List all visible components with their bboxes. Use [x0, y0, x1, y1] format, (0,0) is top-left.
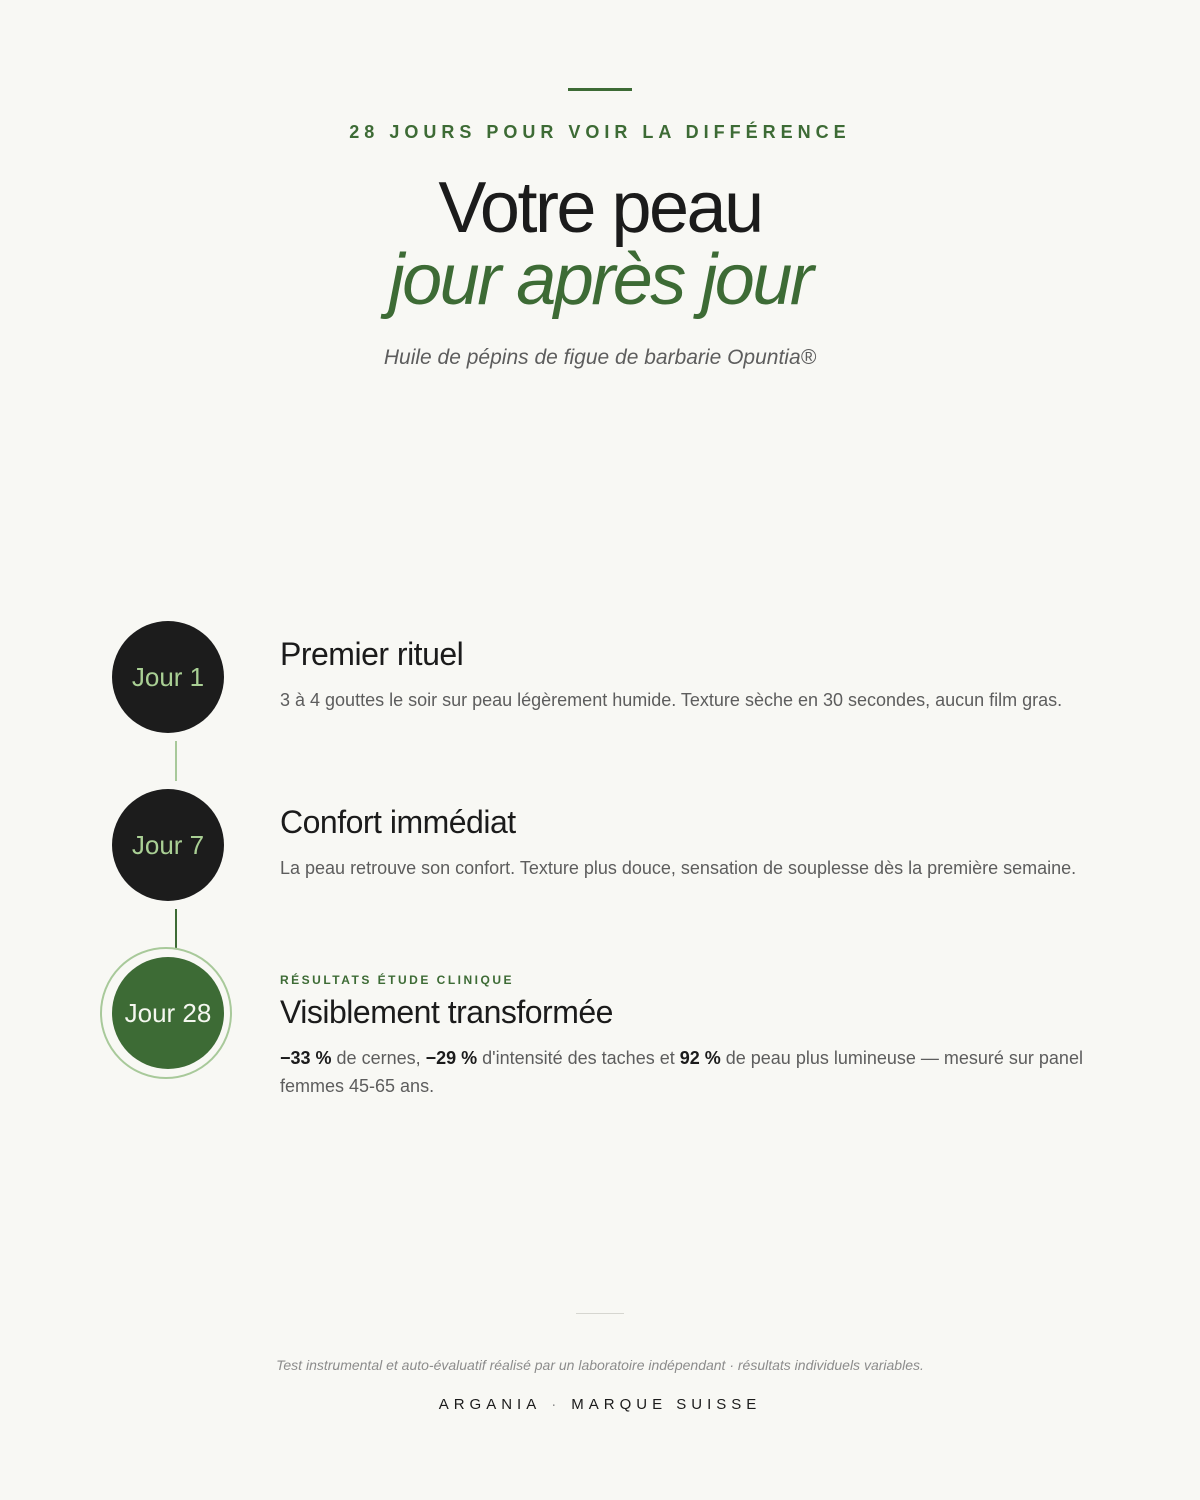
day-badge: [112, 621, 224, 733]
step-description: 3 à 4 gouttes le soir sur peau légèrement humide. Texture sèche en 30 secondes, aucun film gras.: [280, 690, 1063, 710]
day-badge-label: Jour 28: [124, 997, 212, 1028]
stat-dark-circles: −33 %: [280, 1048, 332, 1068]
stat-text: de peau plus lumineuse — mesuré sur panel femmes 45-65 ans.: [280, 1048, 1083, 1096]
footer-brand-line: [0, 1396, 1200, 1413]
clinical-results-eyebrow: RÉSULTATS ÉTUDE CLINIQUE: [280, 973, 514, 987]
step-title: Premier rituel: [280, 636, 464, 672]
day-badge-label: Jour 7: [131, 829, 205, 860]
stat-text: de cernes,: [331, 1048, 426, 1068]
footer-rule: [576, 1313, 624, 1314]
step-description: La peau retrouve son confort. Texture plus douce, sensation de souplesse dès la première semaine.: [280, 858, 1077, 878]
brand-name: ARGANIA: [438, 1396, 542, 1413]
hero-title-line1: Votre peau: [438, 168, 762, 248]
brand-tagline: MARQUE SUISSE: [571, 1396, 762, 1413]
day-badge-label: Jour 1: [131, 661, 205, 692]
step-title: Confort immédiat: [280, 804, 516, 840]
timeline-connector: [175, 741, 177, 781]
hero-rule: [568, 88, 632, 91]
brand-separator: ·: [551, 1396, 562, 1413]
stat-spots: −29 %: [425, 1048, 478, 1068]
stat-text: d'intensité des taches et: [477, 1048, 680, 1068]
day-badge: [112, 957, 224, 1069]
stat-radiance: 92 %: [679, 1048, 721, 1068]
hero-title-line2: jour après jour: [388, 240, 812, 320]
day-badge: [112, 789, 224, 901]
hero-subtitle: Huile de pépins de figue de barbarie Opuntia®: [383, 346, 817, 369]
timeline-connector: [175, 909, 177, 949]
hero-eyebrow: 28 JOURS POUR VOIR LA DIFFÉRENCE: [349, 122, 851, 142]
footer-disclaimer: Test instrumental et auto-évaluatif réalisé par un laboratoire indépendant · résultats individuels variables.: [276, 1357, 924, 1373]
step-description: [280, 1044, 1100, 1100]
step-title: Visiblement transformée: [280, 994, 613, 1030]
